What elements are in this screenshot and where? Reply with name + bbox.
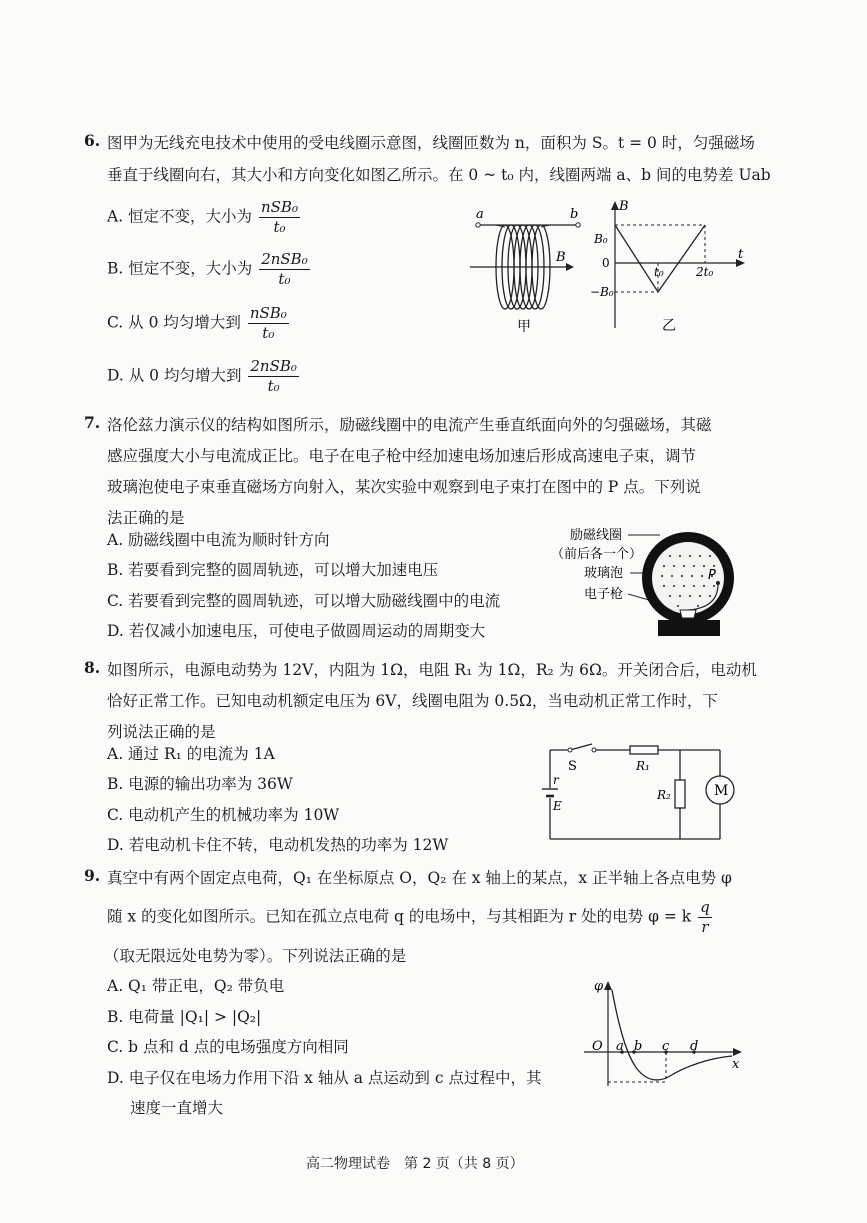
q9-figure-phi-x-graph	[582, 978, 747, 1090]
q9-option-c[interactable]: C. b 点和 d 点的电场强度方向相同	[107, 1038, 349, 1056]
q6-yi-B0: B₀	[594, 232, 608, 246]
q8-label-E: E	[553, 799, 562, 813]
question-9-number: 9.	[84, 866, 101, 885]
q9-label-d: d	[690, 1039, 699, 1054]
q8-label-S: S	[568, 759, 577, 774]
q6-yi-2t0: 2t₀	[696, 265, 714, 279]
q9-label-phi: φ	[594, 979, 604, 994]
q8-label-R2: R₂	[657, 788, 671, 802]
q6-yi-B: B	[619, 199, 629, 214]
q7-option-a[interactable]: A. 励磁线圈中电流为顺时针方向	[107, 531, 330, 549]
q6-option-b-text: B. 恒定不变，大小为	[107, 259, 253, 278]
q8-label-M: M	[714, 783, 729, 799]
q6-yi-zero: 0	[602, 256, 610, 270]
q7-option-b[interactable]: B. 若要看到完整的圆周轨迹，可以增大加速电压	[107, 561, 439, 579]
q9-option-b[interactable]: B. 电荷量 |Q₁| > |Q₂|	[107, 1008, 262, 1026]
q7-label-coil-note: （前后各一个）	[551, 547, 643, 562]
q9-label-x: x	[732, 1057, 740, 1072]
question-7-number: 7.	[84, 413, 101, 432]
q6-figure-yi-graph	[590, 198, 750, 338]
q9-potential-formula: $\frac{q}{r}$	[700, 898, 710, 936]
q9-option-d[interactable]: D. 电子仅在电场力作用下沿 x 轴从 a 点运动到 c 点过程中，其	[107, 1069, 542, 1087]
q6-option-a-fraction: $\frac{\text{nSB₀}}{\text{t₀}}$	[261, 198, 298, 236]
q9-label-a: a	[616, 1039, 624, 1054]
q6-yi-negB0: −B₀	[590, 285, 614, 299]
q7-option-c[interactable]: C. 若要看到完整的圆周轨迹，可以增大励磁线圈中的电流	[107, 592, 501, 610]
q6-option-b-fraction: $\frac{\text{2nSB₀}}{\text{t₀}}$	[261, 250, 308, 288]
q6-option-a[interactable]	[107, 198, 300, 237]
q6-option-a-text: A. 恒定不变，大小为	[107, 207, 253, 226]
question-7-stem-line-4: 法正确的是	[107, 509, 185, 527]
q8-label-R1: R₁	[636, 759, 650, 773]
question-8-stem-line-2: 恰好正常工作。已知电动机额定电压为 6V，线圈电阻为 0.5Ω，当电动机正常工作时，下	[107, 692, 718, 710]
q7-label-gun: 电子枪	[584, 587, 624, 602]
q6-option-b[interactable]	[107, 250, 310, 289]
q7-figure-lorentz-apparatus	[548, 526, 738, 638]
q8-option-c[interactable]: C. 电动机产生的机械功率为 10W	[107, 806, 340, 824]
q6-option-c[interactable]	[107, 304, 289, 343]
question-8-stem-line-1: 如图所示，电源电动势为 12V，内阻为 1Ω，电阻 R₁ 为 1Ω，R₂ 为 6Ω。开关闭合后，电动机	[107, 661, 757, 679]
question-6-stem-line-2: 垂直于线圈向右，其大小和方向变化如图乙所示。在 0 ~ t₀ 内，线圈两端 a、b 间的电势差 Uab	[107, 166, 771, 184]
q6-jia-caption: 甲	[517, 319, 531, 335]
q6-option-d-text: D. 从 0 均匀增大到	[107, 366, 242, 385]
q7-label-bulb: 玻璃泡	[584, 566, 624, 581]
question-6-stem-line-1: 图甲为无线充电技术中使用的受电线圈示意图，线圈匝数为 n，面积为 S。t = 0 时，匀强磁场	[107, 134, 755, 152]
q7-label-coil: 励磁线圈	[570, 528, 623, 543]
question-7-stem-line-2: 感应强度大小与电流成正比。电子在电子枪中经加速电场加速后形成高速电子束，调节	[107, 447, 697, 465]
q6-option-c-fraction: $\frac{\text{nSB₀}}{\text{t₀}}$	[249, 304, 287, 342]
q6-yi-t0: t₀	[654, 265, 664, 279]
question-8-number: 8.	[84, 658, 101, 677]
q9-label-c: c	[662, 1039, 670, 1054]
q6-option-d[interactable]	[107, 357, 299, 396]
q6-jia-label-a: a	[476, 207, 484, 222]
q9-stem-line-2-text: 随 x 的变化如图所示。已知在孤立点电荷 q 的电场中，与其相距为 r 处的电势 φ = k	[107, 907, 692, 926]
question-8-stem-line-3: 列说法正确的是	[107, 723, 216, 741]
question-6-number: 6.	[84, 131, 101, 150]
q7-option-d[interactable]: D. 若仅减小加速电压，可使电子做圆周运动的周期变大	[107, 622, 486, 640]
q9-option-d-continued: 速度一直增大	[130, 1099, 224, 1117]
q6-yi-t: t	[738, 247, 744, 262]
q6-yi-caption: 乙	[662, 318, 676, 334]
q8-option-a[interactable]: A. 通过 R₁ 的电流为 1A	[107, 745, 275, 763]
question-9-stem-line-3: （取无限远处电势为零）。下列说法正确的是	[104, 947, 407, 965]
q9-label-O: O	[592, 1039, 603, 1054]
q8-label-r: r	[553, 773, 559, 787]
q9-label-b: b	[634, 1039, 643, 1054]
q6-figure-jia-coil	[470, 205, 585, 335]
q6-option-d-fraction: $\frac{\text{2nSB₀}}{\text{t₀}}$	[250, 357, 297, 395]
q8-option-b[interactable]: B. 电源的输出功率为 36W	[107, 775, 293, 793]
page-footer: 高二物理试卷 第 2 页（共 8 页）	[306, 1156, 524, 1172]
question-7-stem-line-1: 洛伦兹力演示仪的结构如图所示，励磁线圈中的电流产生垂直纸面向外的匀强磁场，其磁	[107, 416, 712, 434]
q6-jia-label-b: b	[570, 207, 579, 222]
q8-figure-circuit	[540, 742, 740, 844]
question-7-stem-line-3: 玻璃泡使电子束垂直磁场方向射入，某次实验中观察到电子束打在图中的 P 点。下列说	[107, 478, 701, 496]
q9-option-a[interactable]: A. Q₁ 带正电，Q₂ 带负电	[107, 977, 285, 995]
question-9-stem-line-1: 真空中有两个固定点电荷，Q₁ 在坐标原点 O，Q₂ 在 x 轴上的某点，x 正半轴上各点电势 φ	[107, 869, 732, 887]
q6-option-c-text: C. 从 0 均匀增大到	[107, 313, 241, 332]
q8-option-d[interactable]: D. 若电动机卡住不转，电动机发热的功率为 12W	[107, 836, 449, 854]
question-9-stem-line-2	[107, 898, 712, 937]
q6-jia-label-B: B	[556, 250, 566, 265]
q7-label-P: P	[708, 568, 716, 583]
